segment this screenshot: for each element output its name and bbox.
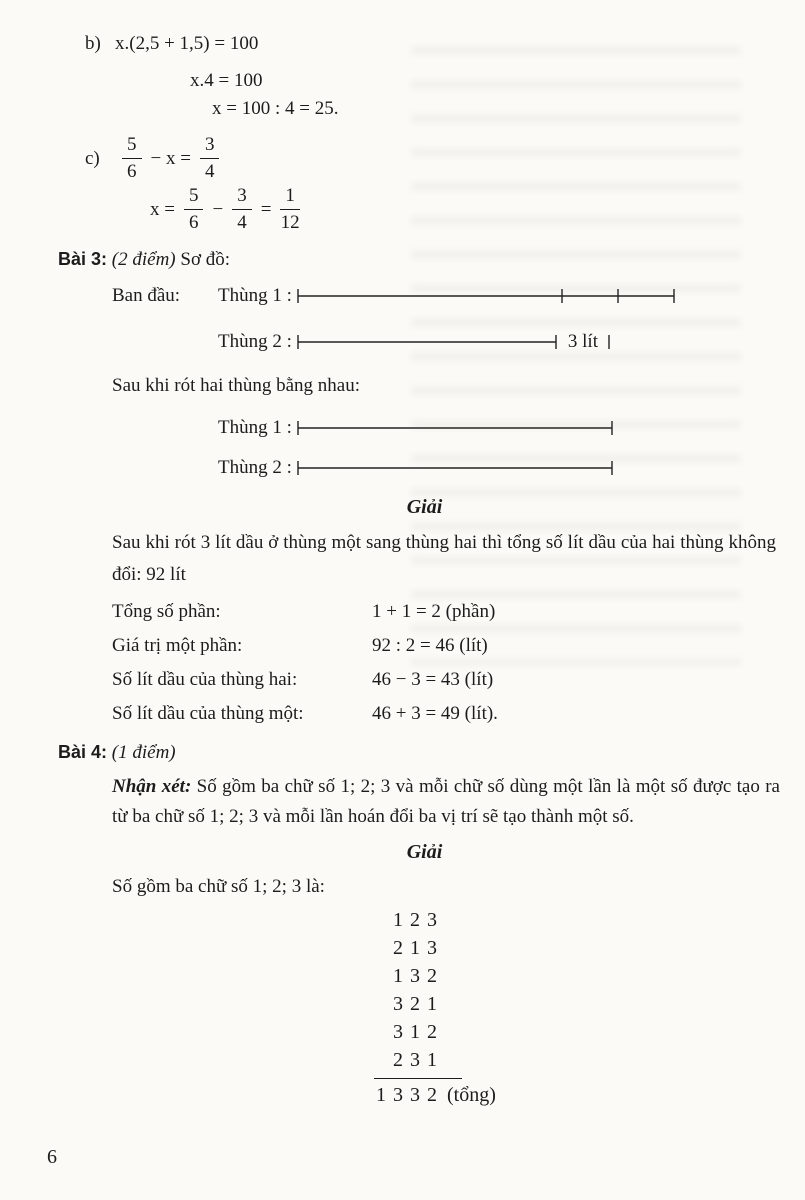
after-pouring-label: Sau khi rót hai thùng bằng nhau: [112, 375, 361, 396]
tank1-label: Thùng 1 : [218, 285, 292, 306]
step-value: 92 : 2 = 46 (lít) [372, 635, 488, 656]
fraction-numerator: 1 [280, 185, 300, 210]
addend: 3 2 1 [393, 993, 438, 1015]
note-label: Nhận xét: [112, 776, 192, 797]
tank1-bar-diagram-after [296, 417, 614, 439]
part-b-label: b) [85, 33, 101, 54]
addition-sum-row [376, 1081, 745, 1110]
tank2-label: Thùng 2 : [218, 331, 292, 352]
bai3-title: Bài 3: [58, 249, 108, 269]
fraction [184, 185, 204, 234]
bai4-points: (1 điểm) [111, 742, 176, 763]
fraction-numerator: 5 [184, 185, 204, 210]
addend: 2 3 1 [393, 1049, 438, 1071]
equation-part-b [85, 30, 745, 57]
fraction-denominator: 6 [127, 161, 137, 182]
tank1-bar-diagram [296, 285, 676, 307]
part-c-label: c) [85, 148, 100, 169]
diagram-after [218, 413, 745, 483]
step-label: Tổng số phần: [112, 601, 221, 622]
tank2-bar-diagram [296, 331, 558, 353]
bai3-solution-paragraph: Sau khi rót 3 lít dầu ở thùng một sang thùng hai thì tổng số lít dầu của hai thùng không đổi: 92 lít [112, 532, 776, 585]
solution-step [112, 599, 745, 625]
tank2-bar-diagram-after [296, 457, 614, 479]
step-label: Số lít dầu của thùng hai: [112, 669, 298, 690]
sum-note: (tổng) [447, 1084, 496, 1106]
bai4-solution-title: Giải [406, 841, 443, 863]
fraction-numerator: 3 [200, 134, 220, 159]
diagram-row-tank1 [112, 281, 745, 311]
solution-step [112, 667, 745, 693]
addend: 1 2 3 [393, 909, 438, 931]
equation-c2-lead: x = [150, 199, 175, 220]
diagram-initial [112, 281, 745, 357]
bai3-solution-steps [58, 599, 745, 727]
bai3-heading [58, 246, 745, 273]
tank1-label: Thùng 1 : [218, 417, 292, 438]
bai4-heading [58, 739, 745, 766]
step-value: 1 + 1 = 2 (phần) [372, 601, 496, 622]
solution-step [112, 633, 745, 659]
step-value: 46 − 3 = 43 (lít) [372, 669, 494, 690]
equation-b-line2: x.4 = 100 [190, 70, 263, 91]
bai4-note-paragraph [112, 772, 780, 832]
equals-sign: = [260, 199, 272, 220]
bai3-points: (2 điểm) [111, 249, 176, 270]
fraction [232, 185, 252, 234]
addend: 2 1 3 [393, 937, 438, 959]
difference-tick-mark [604, 331, 614, 353]
fraction [200, 134, 220, 183]
step-label: Số lít dầu của thùng một: [112, 703, 304, 724]
sum-value: 1 3 3 2 [376, 1084, 438, 1106]
diagram-row-tank2 [218, 327, 745, 357]
fraction [280, 185, 300, 234]
three-liter-label: 3 lít [567, 331, 598, 352]
equation-part-c [85, 134, 745, 183]
fraction-numerator: 3 [232, 185, 252, 210]
addend: 3 1 2 [393, 1021, 438, 1043]
equation-part-c-solution [148, 185, 745, 234]
fraction-denominator: 4 [204, 161, 215, 182]
equation-b-line1: x.(2,5 + 1,5) = 100 [115, 33, 259, 54]
tank2-label: Thùng 2 : [218, 457, 292, 478]
fraction [122, 134, 142, 183]
step-value: 46 + 3 = 49 (lít). [372, 703, 498, 724]
note-text: Số gồm ba chữ số 1; 2; 3 và mỗi chữ số dùng một lần là một số được tạo ra từ ba chữ số 1; 2; 3 và mỗi lần hoán đổi ba vị trí sẽ tạo thành một số. [112, 776, 780, 827]
solution-step [112, 701, 745, 727]
bai4-list-intro: Số gồm ba chữ số 1; 2; 3 là: [112, 876, 325, 897]
fraction-denominator: 6 [188, 212, 199, 233]
bai3-solution-title: Giải [406, 496, 443, 518]
equation-c-middle: − x = [150, 148, 191, 169]
page-number: 6 [47, 1146, 57, 1168]
diagram-row-tank2-after [218, 453, 745, 483]
initial-state-label: Ban đầu: [112, 285, 181, 306]
diagram-row-tank1-after [218, 413, 745, 443]
bai3-subtitle: Sơ đồ: [180, 249, 231, 270]
step-label: Giá trị một phần: [112, 635, 243, 656]
addition-column [376, 906, 745, 1110]
addition-rule-line [374, 1078, 462, 1079]
bai4-title: Bài 4: [58, 742, 108, 762]
minus-sign: − [212, 199, 224, 220]
equation-b-line3: x = 100 : 4 = 25. [212, 98, 339, 119]
addend: 1 3 2 [393, 965, 438, 987]
fraction-denominator: 12 [280, 212, 300, 233]
fraction-denominator: 4 [237, 212, 247, 233]
fraction-numerator: 5 [122, 134, 142, 159]
